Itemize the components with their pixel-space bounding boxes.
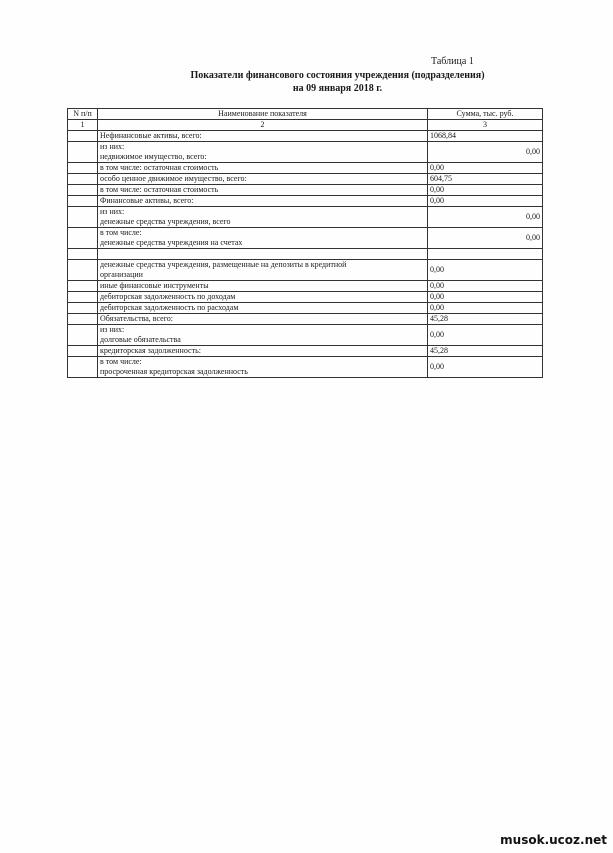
indicator-value-cell: 0,00	[428, 292, 543, 303]
indicator-name-line1: из них:	[100, 207, 125, 216]
table-row	[68, 357, 543, 378]
table-row	[68, 185, 543, 196]
indicator-value-cell: 604,75	[428, 174, 543, 185]
indicator-name-line1: особо ценное движимое имущество, всего:	[100, 174, 247, 183]
indicator-name-line1: из них:	[100, 142, 125, 151]
indicator-name-line2: денежные средства учреждения на счетах	[100, 238, 243, 247]
row-number-cell	[68, 303, 98, 314]
indicator-name-cell	[98, 303, 428, 314]
indicator-name-cell	[98, 325, 428, 346]
table-row	[68, 174, 543, 185]
indicator-name-cell	[98, 314, 428, 325]
indicator-name-line1: Нефинансовые активы, всего:	[100, 131, 202, 140]
row-number-cell	[68, 346, 98, 357]
row-number-cell	[68, 196, 98, 207]
header-cell-number: N п/п	[68, 109, 98, 120]
indicator-value-cell: 0,00	[428, 163, 543, 174]
table-row	[68, 131, 543, 142]
table-row	[68, 260, 543, 281]
table-row	[68, 228, 543, 249]
indicator-name-cell	[98, 196, 428, 207]
indicator-name-line1: Финансовые активы, всего:	[100, 196, 194, 205]
indicator-name-line2: просроченная кредиторская задолженность	[100, 367, 248, 376]
indicator-name-line1: в том числе:	[100, 357, 142, 366]
indicator-name-line1: дебиторская задолженность по доходам	[100, 292, 236, 301]
document-date: на 09 января 2018 г.	[292, 83, 383, 94]
indicator-value-cell	[428, 249, 543, 260]
indicator-value-cell: 0,00	[428, 325, 543, 346]
indicator-name-cell	[98, 174, 428, 185]
column-number-1: 1	[68, 120, 98, 131]
indicator-value-cell: 45,28	[428, 346, 543, 357]
table-row	[68, 314, 543, 325]
indicator-name-cell	[98, 260, 428, 281]
indicator-name-line2: денежные средства учреждения, всего	[100, 217, 231, 226]
table-row	[68, 196, 543, 207]
header-cell-sum: Сумма, тыс. руб.	[428, 109, 543, 120]
indicator-value-cell: 45,28	[428, 314, 543, 325]
row-number-cell	[68, 163, 98, 174]
row-number-cell	[68, 207, 98, 228]
table-row	[68, 207, 543, 228]
indicator-name-cell	[98, 163, 428, 174]
column-number-2: 2	[98, 120, 428, 131]
indicator-name-line1: в том числе:	[100, 228, 142, 237]
row-number-cell	[68, 249, 98, 260]
table-row	[68, 325, 543, 346]
indicator-value-cell: 0,00	[428, 228, 543, 249]
table-row	[68, 163, 543, 174]
column-number-3: 3	[428, 120, 543, 131]
indicator-value-cell: 0,00	[428, 207, 543, 228]
indicator-name-line2: недвижимое имущество, всего:	[100, 152, 207, 161]
indicator-name-cell	[98, 346, 428, 357]
indicator-name-line1: из них:	[100, 325, 125, 334]
indicator-name-line1: в том числе: остаточная стоимость	[100, 163, 219, 172]
row-number-cell	[68, 357, 98, 378]
indicator-name-cell	[98, 281, 428, 292]
indicator-name-cell	[98, 142, 428, 163]
column-number-row	[68, 120, 543, 131]
row-number-cell	[68, 131, 98, 142]
indicator-name-cell	[98, 228, 428, 249]
table-row	[68, 249, 543, 260]
indicator-name-line1: в том числе: остаточная стоимость	[100, 185, 219, 194]
row-number-cell	[68, 174, 98, 185]
indicator-name-line1: кредиторская задолженность:	[100, 346, 201, 355]
indicator-name-line2: организации	[100, 270, 143, 279]
row-number-cell	[68, 260, 98, 281]
indicator-value-cell: 0,00	[428, 281, 543, 292]
indicator-name-line1: иные финансовые инструменты	[100, 281, 209, 290]
row-number-cell	[68, 314, 98, 325]
indicator-value-cell: 0,00	[428, 357, 543, 378]
indicator-name-line1: Обязательства, всего:	[100, 314, 174, 323]
table-row	[68, 303, 543, 314]
row-number-cell	[68, 142, 98, 163]
indicator-name-line2: долговые обязательства	[100, 335, 181, 344]
indicator-value-cell: 0,00	[428, 303, 543, 314]
indicator-value-cell: 0,00	[428, 185, 543, 196]
row-number-cell	[68, 228, 98, 249]
table-row	[68, 281, 543, 292]
indicator-value-cell: 0,00	[428, 196, 543, 207]
indicator-name-line1: дебиторская задолженность по расходам	[100, 303, 239, 312]
indicator-value-cell: 1068,84	[428, 131, 543, 142]
indicator-name-cell	[98, 249, 428, 260]
table-number: Таблица 1	[431, 56, 474, 67]
indicator-name-cell	[98, 185, 428, 196]
watermark-text: musok.ucoz.net	[500, 833, 607, 847]
table-header-row	[68, 109, 543, 120]
indicator-name-cell	[98, 292, 428, 303]
table-row	[68, 142, 543, 163]
document-title: Показатели финансового состояния учреждения (подразделения)	[190, 70, 485, 81]
indicator-name-cell	[98, 131, 428, 142]
row-number-cell	[68, 281, 98, 292]
header-cell-name: Наименование показателя	[98, 109, 428, 120]
indicator-name-cell	[98, 357, 428, 378]
row-number-cell	[68, 185, 98, 196]
indicator-name-cell	[98, 207, 428, 228]
row-number-cell	[68, 292, 98, 303]
indicator-name-line1: денежные средства учреждения, размещенные на депозиты в кредитной	[100, 260, 347, 269]
indicator-value-cell: 0,00	[428, 260, 543, 281]
table-row	[68, 346, 543, 357]
row-number-cell	[68, 325, 98, 346]
indicator-value-cell: 0,00	[428, 142, 543, 163]
table-row	[68, 292, 543, 303]
financial-indicators-table	[67, 108, 543, 378]
